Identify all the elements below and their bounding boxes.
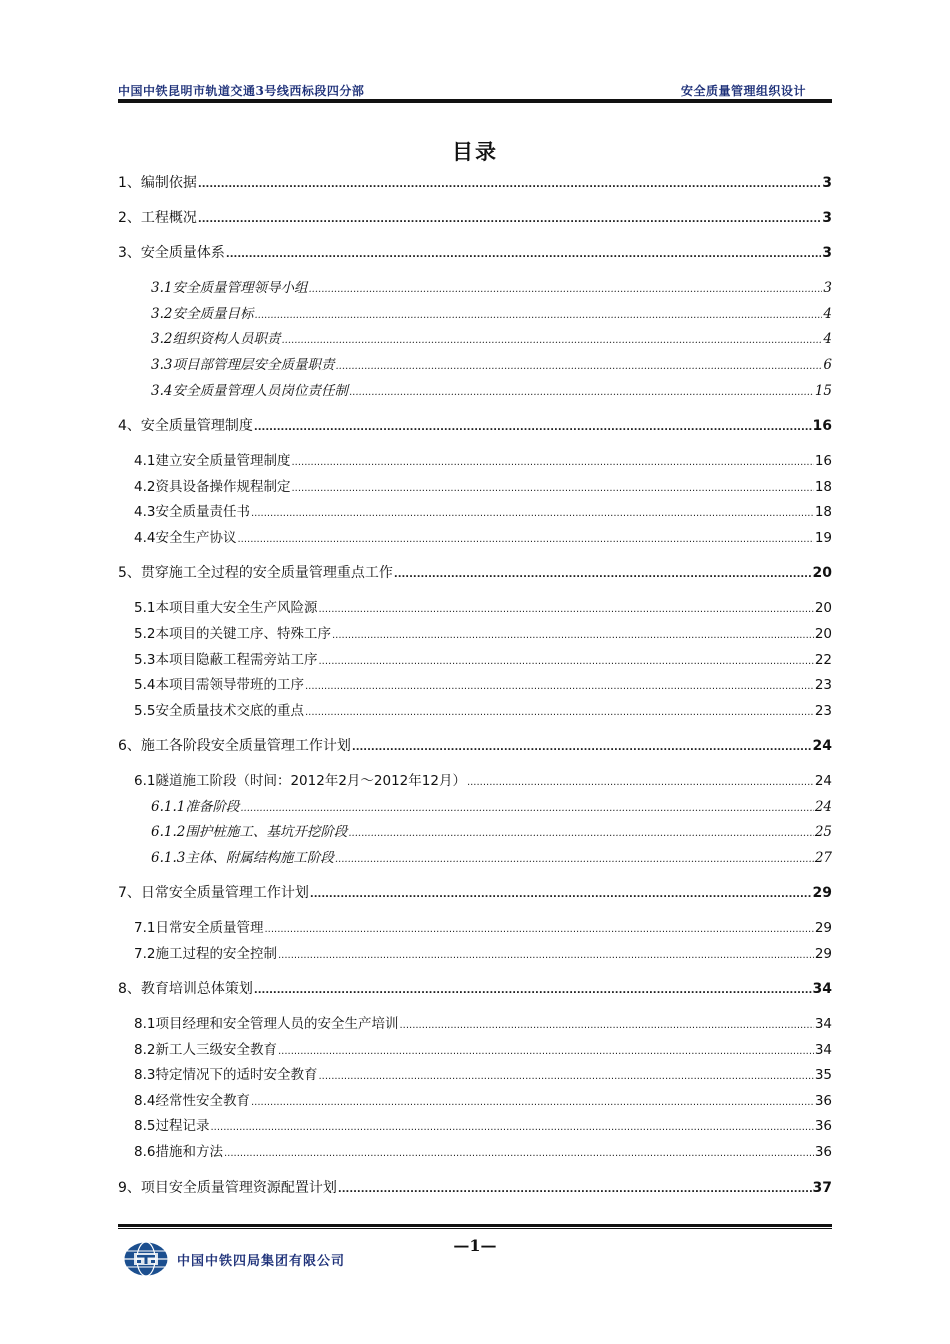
toc-entry[interactable]: 8.5过程记录 ..... 36 bbox=[134, 1116, 832, 1136]
toc-entry[interactable]: 5、贯穿施工全过程的安全质量管理重点工作 ..... 20 bbox=[118, 563, 832, 583]
globe-logo-icon bbox=[122, 1240, 170, 1278]
toc-entry[interactable]: 7.2施工过程的安全控制 ..... 29 bbox=[134, 944, 832, 964]
toc-entry[interactable]: 6.1.1准备阶段 ..... 24 bbox=[151, 797, 832, 817]
toc-entry[interactable]: 8.1项目经理和安全管理人员的安全生产培训 ..... 34 bbox=[134, 1014, 832, 1034]
toc-entry[interactable]: 4.1建立安全质量管理制度 ..... 16 bbox=[134, 451, 832, 471]
toc-entry[interactable]: 8.6措施和方法 ..... 36 bbox=[134, 1142, 832, 1162]
page-number: —1— bbox=[453, 1236, 497, 1255]
toc-entry[interactable]: 3.1安全质量管理领导小组 ..... 3 bbox=[151, 278, 832, 298]
company-name: 中国中铁四局集团有限公司 bbox=[177, 1254, 346, 1269]
toc-entry[interactable]: 5.4本项目需领导带班的工序 ..... 23 bbox=[134, 675, 832, 695]
toc-entry[interactable]: 3.3项目部管理层安全质量职责 ..... 6 bbox=[151, 355, 832, 375]
toc-entry[interactable]: 6.1.2围护桩施工、基坑开挖阶段 ..... 25 bbox=[151, 822, 832, 842]
toc-entry[interactable]: 8.3特定情况下的适时安全教育 ..... 35 bbox=[134, 1065, 832, 1085]
toc-entry[interactable]: 3.4安全质量管理人员岗位责任制 ..... 15 bbox=[151, 381, 832, 401]
toc-entry[interactable]: 3.2组织资构人员职责 ..... 4 bbox=[151, 329, 832, 349]
toc-entry[interactable]: 6.1隧道施工阶段（时间：2012年2月～2012年12月） ..... 24 bbox=[134, 771, 832, 791]
toc-entry[interactable]: 4、安全质量管理制度 ..... 16 bbox=[118, 416, 832, 436]
toc-entry[interactable]: 6.1.3主体、附属结构施工阶段 ..... 27 bbox=[151, 848, 832, 868]
toc-entry[interactable]: 5.5安全质量技术交底的重点 ..... 23 bbox=[134, 701, 832, 721]
header-document-name: 安全质量管理组织设计 bbox=[680, 84, 806, 98]
toc-entry[interactable]: 4.3安全质量责任书 ..... 18 bbox=[134, 502, 832, 522]
footer-rule bbox=[118, 1224, 832, 1229]
toc-entry[interactable]: 8、教育培训总体策划 ..... 34 bbox=[118, 979, 832, 999]
toc-entry[interactable]: 5.3本项目隐蔽工程需旁站工序 ..... 22 bbox=[134, 650, 832, 670]
header-project-name: 中国中铁昆明市轨道交通3号线西标段四分部 bbox=[118, 84, 365, 98]
toc-entry[interactable]: 5.1本项目重大安全生产风险源 ..... 20 bbox=[134, 598, 832, 618]
toc-entry[interactable]: 9、项目安全质量管理资源配置计划 ..... 37 bbox=[118, 1178, 832, 1198]
toc-entry[interactable]: 7.1日常安全质量管理 ..... 29 bbox=[134, 918, 832, 938]
toc-entry[interactable]: 2、工程概况 ..... 3 bbox=[118, 208, 832, 228]
toc-entry[interactable]: 8.2新工人三级安全教育 ..... 34 bbox=[134, 1040, 832, 1060]
toc-entry[interactable]: 7、日常安全质量管理工作计划 ..... 29 bbox=[118, 883, 832, 903]
toc-entry[interactable]: 4.2资具设备操作规程制定 ..... 18 bbox=[134, 477, 832, 497]
toc-entry[interactable]: 6、施工各阶段安全质量管理工作计划 ..... 24 bbox=[118, 736, 832, 756]
toc-entry[interactable]: 3、安全质量体系 ..... 3 bbox=[118, 243, 832, 263]
toc-entry[interactable]: 4.4安全生产协议 ..... 19 bbox=[134, 528, 832, 548]
toc-entry[interactable]: 5.2本项目的关键工序、特殊工序 ..... 20 bbox=[134, 624, 832, 644]
toc-entry[interactable]: 3.2安全质量目标 ..... 4 bbox=[151, 304, 832, 324]
toc-entry[interactable]: 8.4经常性安全教育 ..... 36 bbox=[134, 1091, 832, 1111]
toc-entry[interactable]: 1、编制依据 ..... 3 bbox=[118, 173, 832, 193]
toc-title: 目录 bbox=[452, 140, 498, 164]
